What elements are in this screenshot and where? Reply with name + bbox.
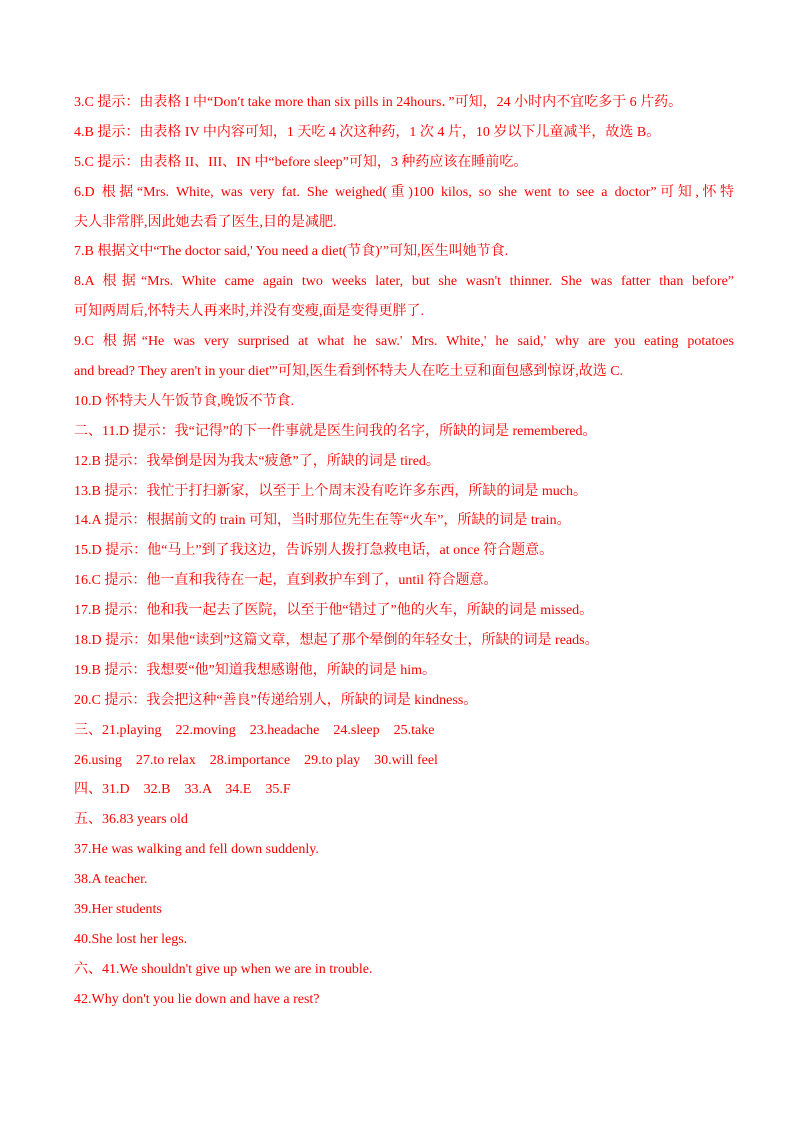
answer-line: 8.A 根据“Mrs. White came again two weeks later, but she wasn't thinner. She was fatter than before” bbox=[74, 274, 734, 290]
answer-line: and bread? They aren't in your diet'”可知,医生看到怀特夫人在吃土豆和面包感到惊讶,故选 C. bbox=[74, 364, 624, 380]
answer-line: 9.C 根据“He was very surprised at what he saw.' Mrs. White,' he said,' why are you eating potatoes bbox=[74, 334, 734, 350]
answer-line: 6.D 根据“Mrs. White, was very fat. She weighed(重)100 kilos, so she went to see a doctor”可知,怀特 bbox=[74, 184, 734, 200]
answer-line: 40.She lost her legs. bbox=[74, 931, 188, 947]
answer-line: 10.D 怀特夫人午饭节食,晚饭不节食. bbox=[74, 393, 295, 409]
answer-line: 二、11.D 提示：我“记得”的下一件事就是医生问我的名字，所缺的词是 remembered。 bbox=[74, 423, 597, 439]
answer-line: 13.B 提示：我忙于打扫新家，以至于上个周末没有吃许多东西，所缺的词是 much。 bbox=[74, 483, 587, 499]
answer-line: 7.B 根据文中“The doctor said,' You need a diet(节食)′”可知,医生叫她节食. bbox=[74, 244, 509, 260]
answer-line: 39.Her students bbox=[74, 902, 162, 918]
answer-line: 三、21.playing 22.moving 23.headache 24.sleep 25.take bbox=[74, 722, 435, 738]
answer-line: 37.He was walking and fell down suddenly. bbox=[74, 842, 319, 858]
answer-line: 夫人非常胖,因此她去看了医生,目的是减肥. bbox=[74, 214, 337, 230]
answer-line: 六、41.We shouldn't give up when we are in trouble. bbox=[74, 961, 373, 977]
answer-line: 4.B 提示：由表格 IV 中内容可知，1 天吃 4 次这种药，1 次 4 片，10 岁以下儿童减半，故选 B。 bbox=[74, 124, 661, 140]
answer-line: 19.B 提示：我想要“他”知道我想感谢他，所缺的词是 him。 bbox=[74, 662, 437, 678]
answer-line: 16.C 提示：他一直和我待在一起，直到救护车到了，until 符合题意。 bbox=[74, 573, 498, 589]
answer-key-text bbox=[74, 94, 734, 1021]
answer-line: 四、31.D 32.B 33.A 34.E 35.F bbox=[74, 782, 291, 798]
answer-line: 五、36.83 years old bbox=[74, 812, 188, 828]
answer-line: 15.D 提示：他“马上”到了我这边，告诉别人拨打急救电话，at once 符合题意。 bbox=[74, 543, 554, 559]
answer-line: 可知两周后,怀特夫人再来时,并没有变瘦,面是变得更胖了. bbox=[74, 304, 424, 320]
answer-line: 18.D 提示：如果他“读到”这篇文章，想起了那个晕倒的年轻女士，所缺的词是 reads。 bbox=[74, 633, 599, 649]
answer-line: 5.C 提示：由表格 II、III、IN 中“before sleep”可知，3 种药应该在睡前吃。 bbox=[74, 154, 528, 170]
answer-line: 20.C 提示：我会把这种“善良”传递给别人，所缺的词是 kindness。 bbox=[74, 692, 478, 708]
answer-line: 42.Why don't you lie down and have a rest? bbox=[74, 991, 320, 1007]
answer-line: 12.B 提示：我晕倒是因为我太“疲惫”了，所缺的词是 tired。 bbox=[74, 453, 440, 469]
answer-line: 3.C 提示：由表格 I 中“Don′t take more than six pills in 24hours．”可知，24 小时内不宜吃多于 6 片药。 bbox=[74, 95, 683, 110]
answer-line: 26.using 27.to relax 28.importance 29.to play 30.will feel bbox=[74, 752, 438, 768]
answer-line: 38.A teacher. bbox=[74, 872, 148, 888]
answer-line: 17.B 提示：他和我一起去了医院，以至于他“错过了”他的火车，所缺的词是 missed。 bbox=[74, 603, 594, 619]
answer-line: 14.A 提示：根据前文的 train 可知，当时那位先生在等“火车”，所缺的词是 train。 bbox=[74, 513, 571, 529]
